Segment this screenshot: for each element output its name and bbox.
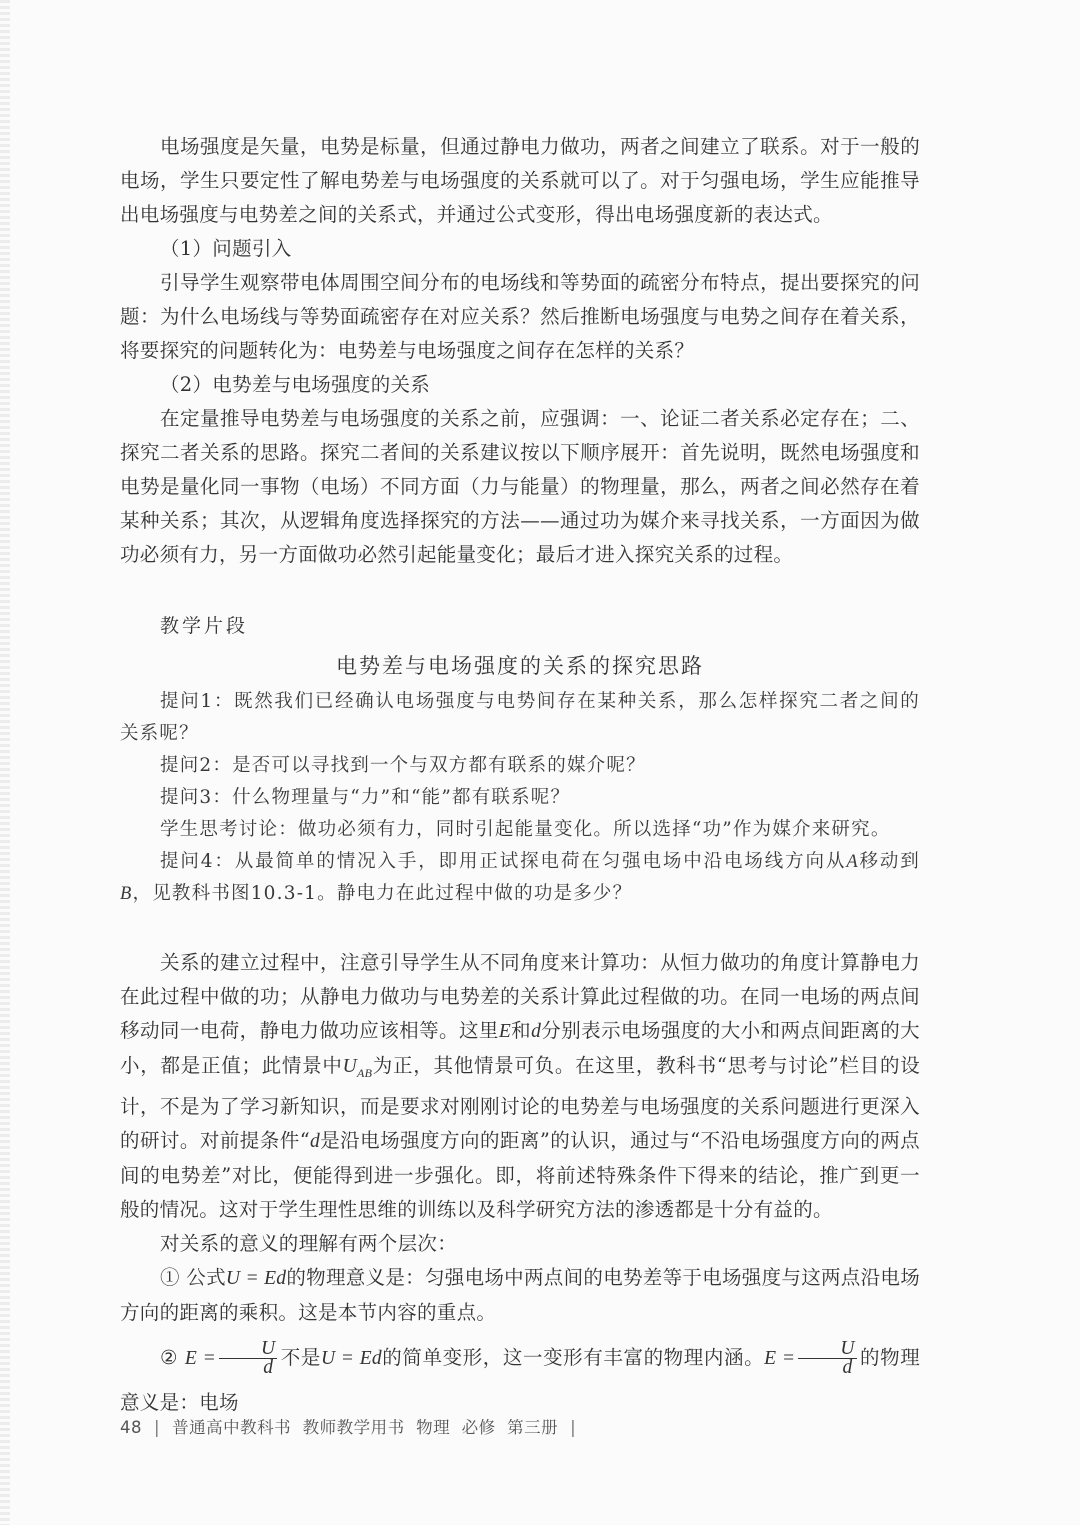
footer-subject: 物理 (416, 1418, 451, 1437)
section-heading-2: （2）电势差与电场强度的关系 (160, 373, 431, 396)
meaning-item-1: ① 公式U = Ed的物理意义是：匀强电场中两点间的电势差等于电场强度与这两点沿电场方向的距离的乘积。这是本节内容的重点。 (120, 1265, 921, 1324)
footer-grade: 必修 (461, 1418, 496, 1437)
teaching-snippet-title: 电势差与电场强度的关系的探究思路 (336, 654, 704, 678)
footer-book: 普通高中教科书 (172, 1418, 292, 1437)
page-number: 48 (120, 1418, 142, 1437)
section-heading-1: （1）问题引入 (160, 237, 292, 260)
footer-separator: | (154, 1418, 161, 1437)
relation-building-paragraph: 关系的建立过程中，注意引导学生从不同角度来计算功：从恒力做功的角度计算静电力在此过程中做的功；从静电力做功与电势差的关系计算此过程做的功。在同一电场的两点间移动同一电荷，静电力做功应该相等。这里E和d分别表示电场强度的大小和两点间距离的大小，都是正值；此情景中$U_{AB}$为正，其他情景可负。在这里，教科书“思考与讨论”栏目的设计，不是为了学习新知识，而是要求对刚刚讨论的电势差与电场强度的关系问题进行更深入的研讨。对前提条件“d是沿电场强度方向的距离”的认识，通过与“不沿电场强度方向的两点间的电势差”对比，便能得到进一步强化。即，将前述特殊条件下得来的结论，推广到更一般的情况。这对于学生理性思维的训练以及科学研究方法的渗透都是十分有益的。 (120, 951, 920, 1221)
meaning-item-2: ② E = $\frac{U}{d}$ 不是U = Ed的简单变形，这一变形有丰富的物理内涵。E = $\frac{U}{d}$ 的物理意义是：电场 (120, 1337, 921, 1414)
fraction-u-over-d: $\frac{U}{d}$ (219, 1340, 277, 1377)
snippet-question-1: 提问1：既然我们已经确认电场强度与电势间存在某种关系，那么怎样探究二者之间的关系呢？ (120, 691, 920, 744)
teaching-snippet-label: 教学片段 (160, 615, 249, 637)
relation-paragraph: 在定量推导电势差与电场强度的关系之前，应强调：一、论证二者关系必定存在；二、探究二者关系的思路。探究二者间的关系建议按以下顺序展开：首先说明，既然电场强度和电势是量化同一事物（电场）不同方面（力与能量）的物理量，那么，两者之间必然存在着某种关系；其次，从逻辑角度选择探究的方法——通过功为媒介来寻找关系，一方面因为做功必须有力，另一方面做功必然引起能量变化；最后才进入探究关系的过程。 (120, 407, 920, 566)
snippet-question-4: 提问4：从最简单的情况入手，即用正试探电荷在匀强电场中沿电场线方向从A移动到B，见教科书图10.3-1。静电力在此过程中做的功是多少？ (120, 851, 920, 904)
footer-separator-end: | (570, 1418, 577, 1437)
fraction-u-over-d-2: $\frac{U}{d}$ (798, 1340, 856, 1377)
page-footer (120, 1414, 960, 1438)
footer-volume: 第三册 (507, 1418, 559, 1437)
snippet-discussion: 学生思考讨论：做功必须有力，同时引起能量变化。所以选择“功”作为媒介来研究。 (160, 819, 891, 840)
snippet-question-2: 提问2：是否可以寻找到一个与双方都有联系的媒介呢？ (160, 755, 646, 776)
page-content (120, 130, 920, 1425)
meaning-levels-paragraph: 对关系的意义的理解有两个层次： (160, 1231, 458, 1255)
problem-intro-paragraph: 引导学生观察带电体周围空间分布的电场线和等势面的疏密分布特点，提出要探究的问题：为什么电场线与等势面疏密存在对应关系？然后推断电场强度与电势之间存在着关系，将要探究的问题转化为：电势差与电场强度之间存在怎样的关系？ (120, 271, 920, 362)
page-edge (0, 0, 10, 1525)
intro-paragraph: 电场强度是矢量，电势是标量，但通过静电力做功，两者之间建立了联系。对于一般的电场，学生只要定性了解电势差与电场强度的关系就可以了。对于匀强电场，学生应能推导出电场强度与电势差之间的关系式，并通过公式变形，得出电场强度新的表达式。 (120, 135, 920, 226)
footer-type: 教师教学用书 (302, 1418, 405, 1437)
snippet-question-3: 提问3：什么物理量与“力”和“能”都有联系呢？ (160, 787, 571, 808)
